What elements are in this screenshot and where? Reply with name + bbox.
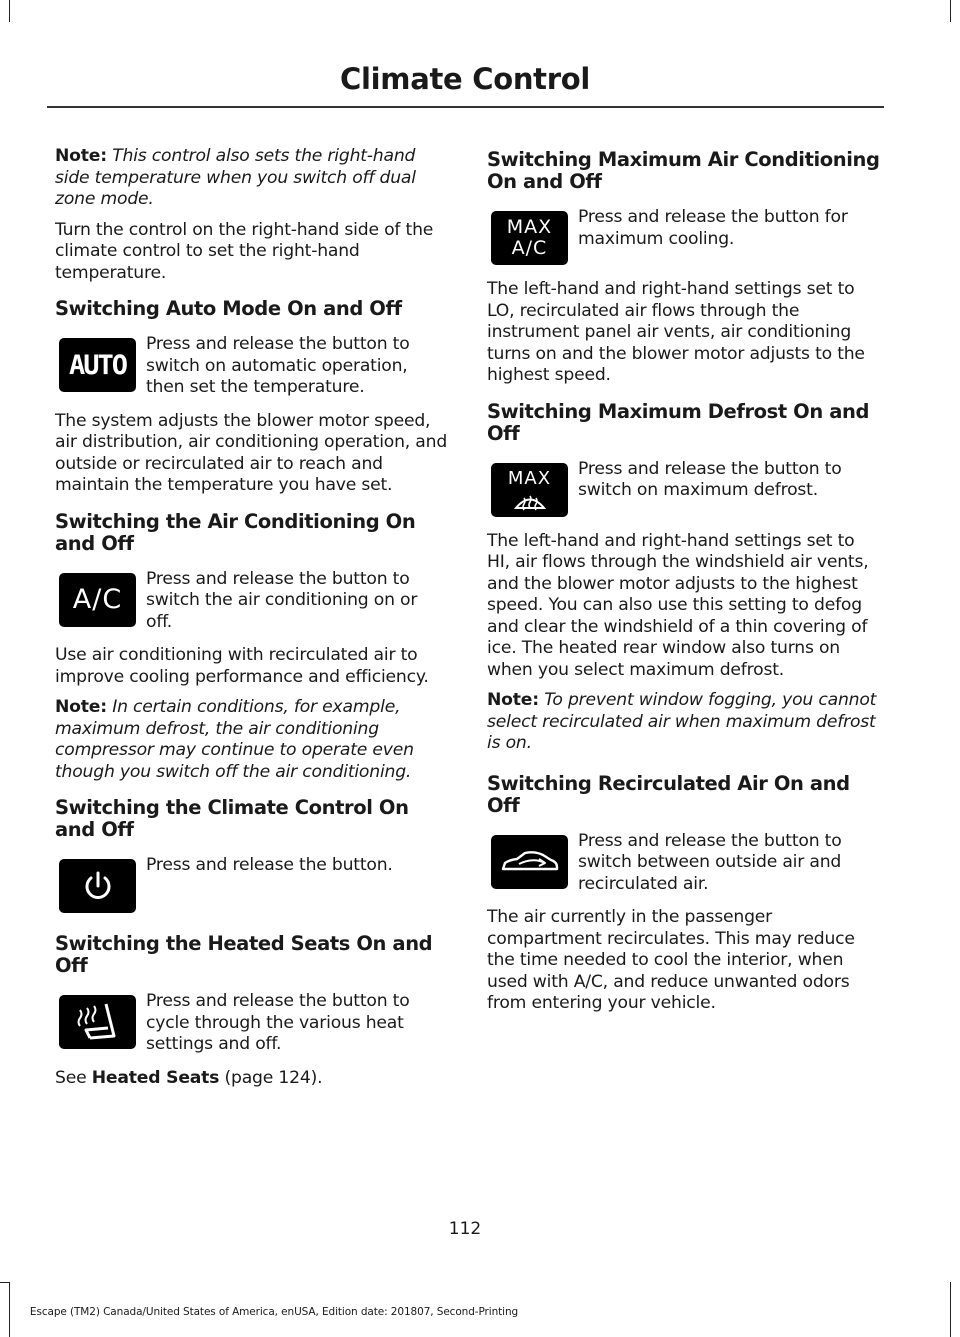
right-column	[487, 146, 880, 1024]
heading-max-ac: Switching Maximum Air Conditioning On and Off	[487, 148, 880, 193]
max-ac-description: The left-hand and right-hand settings set to LO, recirculated air flows through the instrument panel air vents, air conditioning turns on and the blower motor adjusts to the highest speed.	[487, 279, 865, 385]
heading-recirculated-air: Switching Recirculated Air On and Off	[487, 771, 850, 817]
max-ac-button-icon: MAX A/C	[491, 211, 568, 265]
recirc-description: The air currently in the passenger compartment recirculates. This may reduce the time needed to cool the interior, when used with A/C, and reduce unwanted odors from entering your vehicle.	[487, 907, 855, 1013]
recirc-instruction: Press and release the button to switch between outside air and recirculated air.	[578, 830, 842, 894]
heading-climate-control-power: Switching the Climate Control On and Off	[55, 796, 409, 841]
crop-mark-top-left-v	[9, 0, 10, 22]
auto-instruction: Press and release the button to switch on automatic operation, then set the temperature.	[146, 334, 410, 397]
crop-mark-bottom-left-h	[0, 1282, 10, 1283]
paragraph-right-hand-control: Turn the control on the right-hand side of the climate control to set the right-hand temperature.	[55, 219, 434, 283]
recirculation-icon	[491, 835, 568, 889]
max-defrost-instruction: Press and release the button to switch on maximum defrost.	[578, 458, 842, 500]
power-instruction: Press and release the button.	[146, 855, 393, 875]
ac-instruction: Press and release the button to switch the air conditioning on or off.	[146, 568, 418, 632]
max-ac-instruction-row	[487, 207, 880, 267]
heated-seats-reference: See Heated Seats (page 124).	[55, 1067, 323, 1088]
power-instruction-row	[55, 855, 448, 915]
auto-button-icon: AUTO	[59, 338, 136, 392]
heading-auto-mode: Switching Auto Mode On and Off	[55, 297, 402, 320]
crop-mark-top-right-v	[950, 0, 951, 22]
max-defrost-button-icon: MAX	[491, 463, 568, 517]
header-divider	[47, 106, 884, 108]
ac-description: Use air conditioning with recirculated air to improve cooling performance and efficiency.	[55, 645, 429, 687]
footer-edition: Escape (TM2) Canada/United States of America, enUSA, Edition date: 201807, Second-Printing	[29, 1306, 519, 1318]
ac-instruction-row	[55, 569, 448, 634]
crop-mark-bottom-right-v	[950, 1282, 951, 1337]
heated-seats-link[interactable]: Heated Seats	[91, 1067, 220, 1088]
page-number: 112	[448, 1219, 482, 1239]
windshield-defrost-icon	[513, 489, 547, 511]
max-defrost-instruction-row	[487, 459, 880, 519]
heated-seats-instruction: Press and release the button to cycle through the various heat settings and off.	[146, 991, 410, 1054]
auto-instruction-row	[55, 334, 448, 399]
power-icon	[59, 859, 136, 913]
heated-seat-icon	[59, 995, 136, 1049]
note-window-fogging: Note: To prevent window fogging, you cannot select recirculated air when maximum defrost is on.	[487, 690, 877, 753]
recirc-instruction-row	[487, 831, 880, 896]
heading-heated-seats: Switching the Heated Seats On and Off	[55, 932, 433, 977]
left-column	[55, 146, 448, 1098]
heated-seats-instruction-row	[55, 991, 448, 1056]
page-title: Climate Control	[340, 62, 590, 96]
max-defrost-description: The left-hand and right-hand settings set to HI, air flows through the windshield air vents, and the blower motor adjusts to the highest speed. You can also use this setting to defog and clear the windshield of a thin covering of ice. The heated rear window also turns on when you select maximum defrost.	[487, 530, 869, 680]
heading-max-defrost: Switching Maximum Defrost On and Off	[487, 399, 870, 445]
heading-air-conditioning: Switching the Air Conditioning On and Off	[55, 509, 416, 555]
ac-button-icon: A/C	[59, 573, 136, 627]
max-ac-instruction: Press and release the button for maximum cooling.	[578, 207, 848, 249]
note-ac-compressor: Note: In certain conditions, for example, maximum defrost, the air conditioning compressor may continue to operate even though you switch off the air conditioning.	[55, 697, 414, 782]
auto-description: The system adjusts the blower motor speed, air distribution, air conditioning operation, and outside or recirculated air to reach and maintain the temperature you have set.	[55, 410, 448, 495]
note-right-hand-temp: Note: This control also sets the right-hand side temperature when you switch off dual zone mode.	[55, 146, 416, 209]
